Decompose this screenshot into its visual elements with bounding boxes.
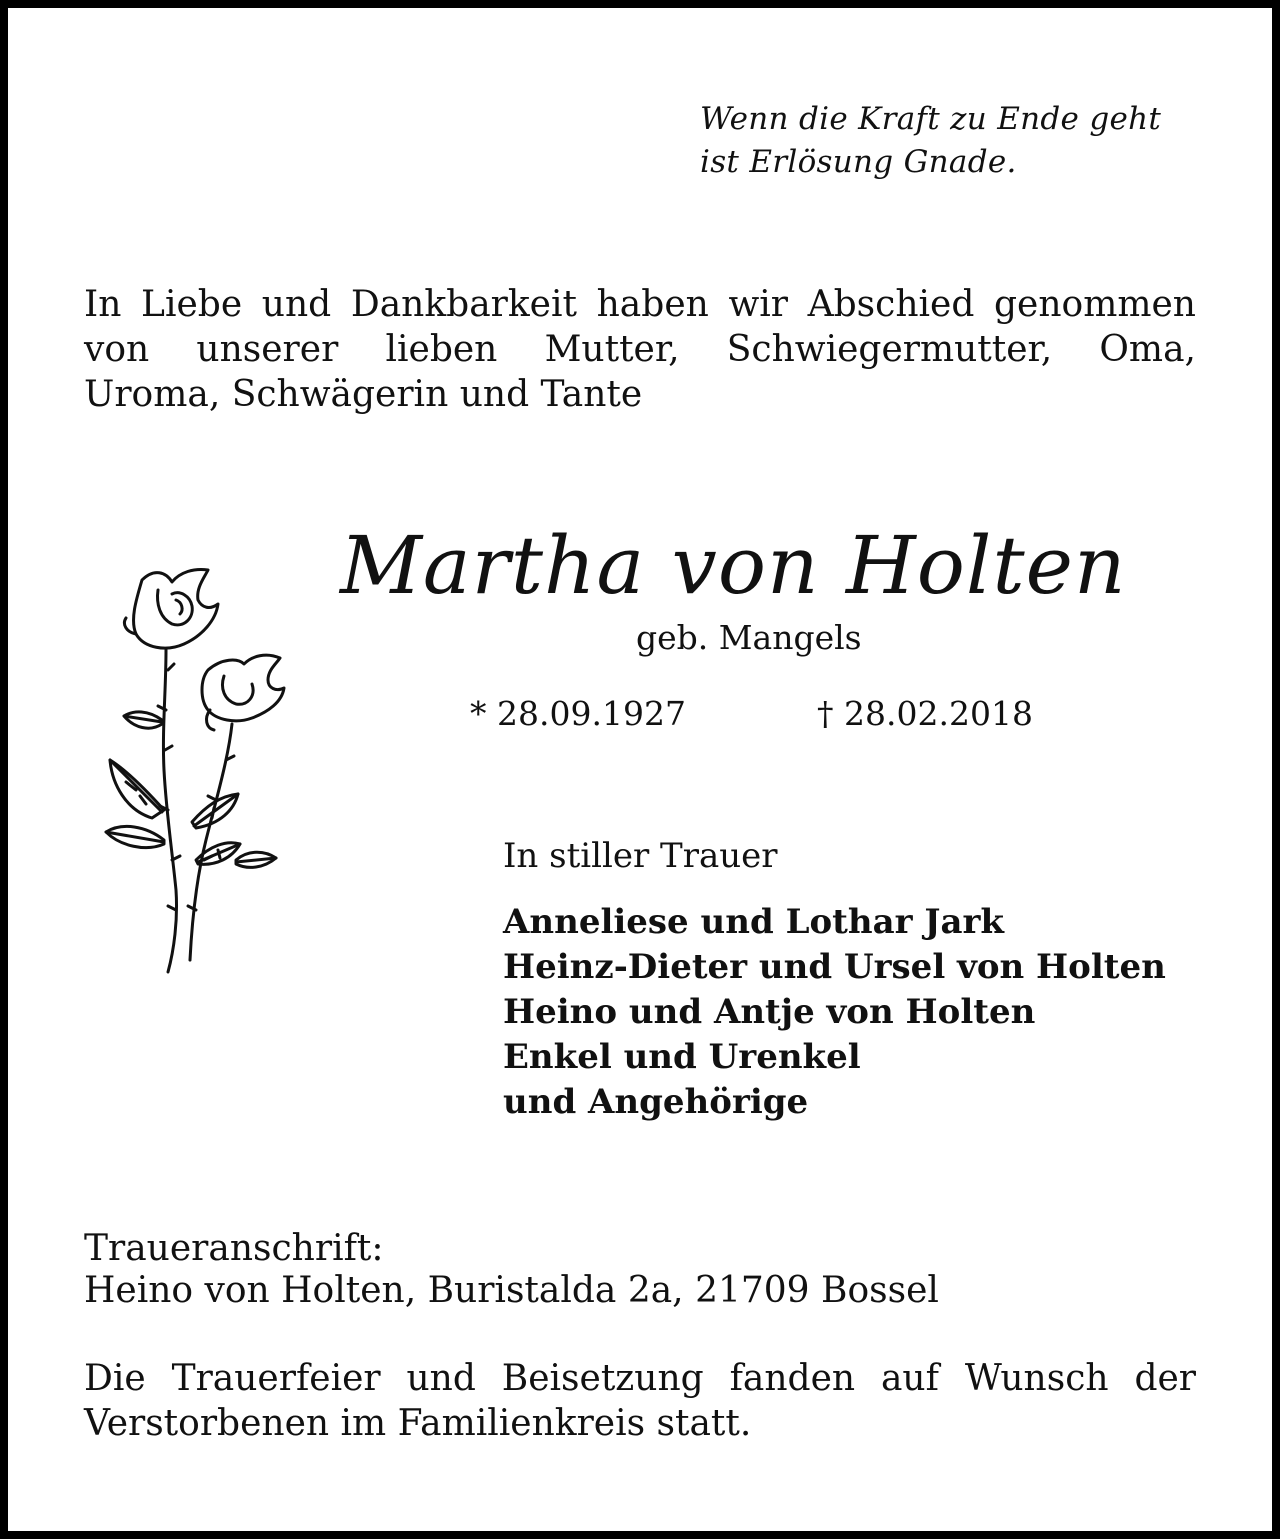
mourners-list: [503, 900, 1166, 1125]
intro-line-2: [84, 327, 1196, 372]
intro-word: Dankbarkeit: [350, 284, 577, 325]
note-word: Wunsch: [964, 1358, 1109, 1399]
motto-line-2: ist Erlösung Gnade.: [700, 144, 1017, 180]
intro-word: wir: [728, 284, 788, 325]
note-word: fanden: [729, 1358, 856, 1399]
mourner-entry: und Angehörige: [503, 1082, 809, 1122]
mourner-entry: Enkel und Urenkel: [503, 1037, 861, 1077]
note-word: und: [406, 1358, 476, 1399]
funeral-note: [84, 1356, 1196, 1446]
intro-word: lieben: [385, 329, 498, 370]
intro-word: Schwiegermutter,: [726, 329, 1053, 370]
mourner-entry: Heino und Antje von Holten: [503, 992, 1036, 1032]
intro-word: Mutter,: [544, 329, 680, 370]
deceased-name: Martha von Holten: [340, 519, 1127, 612]
intro-word: Abschied: [807, 284, 975, 325]
mourning-intro: In stiller Trauer: [503, 836, 778, 876]
note-word: Trauerfeier: [171, 1358, 381, 1399]
intro-word: unserer: [196, 329, 339, 370]
intro-line-3: Uroma, Schwägerin und Tante: [84, 374, 643, 415]
intro-word: Oma,: [1099, 329, 1196, 370]
intro-word: von: [84, 329, 150, 370]
intro-text: [84, 282, 1196, 417]
note-line-1: [84, 1356, 1196, 1401]
maiden-name: geb. Mangels: [636, 618, 862, 657]
note-word: der: [1134, 1358, 1196, 1399]
address-label: Traueranschrift:: [84, 1228, 384, 1269]
mourner-entry: Anneliese und Lothar Jark: [503, 902, 1004, 942]
intro-word: In: [84, 284, 122, 325]
mourner-entry: Heinz-Dieter und Ursel von Holten: [503, 947, 1166, 987]
intro-word: genommen: [994, 284, 1196, 325]
motto-line-1: Wenn die Kraft zu Ende geht: [700, 101, 1162, 137]
birth-date: * 28.09.1927: [470, 694, 686, 733]
address-value: Heino von Holten, Buristalda 2a, 21709 Bossel: [84, 1270, 939, 1311]
note-word: Die: [84, 1358, 146, 1399]
intro-word: haben: [596, 284, 709, 325]
note-line-2: Verstorbenen im Familienkreis statt.: [84, 1403, 752, 1444]
intro-word: Liebe: [141, 284, 243, 325]
intro-word: und: [261, 284, 332, 325]
death-date: † 28.02.2018: [817, 694, 1033, 733]
note-word: Beisetzung: [501, 1358, 704, 1399]
rose-icon: [96, 560, 296, 980]
note-word: auf: [880, 1358, 939, 1399]
motto-quote: [700, 98, 1161, 184]
intro-line-1: [84, 282, 1196, 327]
